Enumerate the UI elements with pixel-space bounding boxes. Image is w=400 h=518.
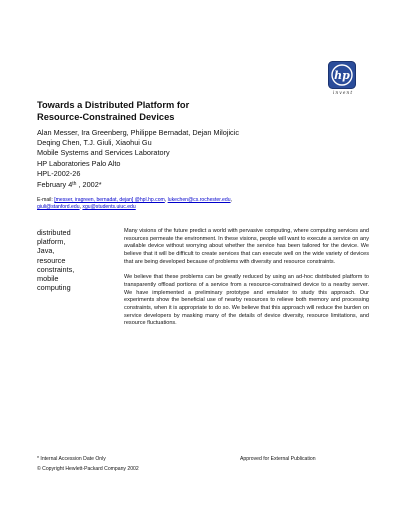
email-link-rochester[interactable]: lukechen@cs.rochester.edu: [167, 197, 231, 203]
date-prefix: February 4: [37, 180, 73, 190]
keyword: resource: [37, 255, 66, 265]
date-suffix: , 2002*: [76, 180, 102, 190]
page-title: [37, 99, 297, 123]
date-ordinal: th: [72, 181, 77, 188]
email-link-hpl[interactable]: [messer, iragreen, bernadat, dejan] @hpl.hp.com: [54, 197, 165, 203]
email-link-uiuc[interactable]: xgu@students.uiuc.edu: [82, 204, 136, 211]
abstract-paragraph-1: Many visions of the future predict a world with pervasive computing, where computing services and resources permeate the environment. In these visions, people will want to execute a service on any available device without worrying about whether the service has been tailored for the device. We believe that it will be difficult to create services that can execute well on the wide variety of devices that are being developed because of problems with diversity and resource constraints.: [124, 228, 369, 265]
keyword: mobile: [37, 274, 59, 284]
keyword: computing: [37, 283, 71, 293]
keyword: Java,: [37, 246, 55, 256]
abstract-paragraph-2: We believe that these problems can be greatly reduced by using an ad-hoc distributed platform to transparently offload portions of a service from a resource-constrained device to a nearby server. We have implemented a preliminary prototype and emulator to study this approach. Our experiments show the beneficial use of nearby resources to relieve both memory and processing constraints, when it is appropriate to do so. We believe that this approach will reduce the burden on service developers by masking many of the details of device diversity, resource limitations, and resource fluctuations.: [124, 274, 369, 327]
copyright-note: © Copyright Hewlett-Packard Company 2002: [37, 465, 139, 472]
title-line-2: Resource-Constrained Devices: [37, 112, 175, 122]
authors-line-1: Alan Messer, Ira Greenberg, Philippe Bernadat, Dejan Milojicic: [37, 128, 239, 137]
email-label: E-mail:: [37, 197, 55, 203]
approval-note: Approved for External Publication: [240, 456, 316, 462]
keyword: constraints,: [37, 264, 75, 274]
hp-logo-monogram: hp: [334, 69, 350, 82]
keyword: distributed: [37, 228, 71, 237]
footer: [37, 455, 367, 474]
keyword: platform,: [37, 237, 66, 247]
internal-accession-note: * Internal Accession Date Only: [37, 456, 106, 462]
abstract: [124, 228, 369, 336]
email-block: E-mail: [messer, iragreen, bernadat, dejan] @hpl.hp.com, lukechen@cs.rochester.edu, giuli@stanford.edu, xgu@students.uiuc.edu: [37, 197, 232, 211]
lab-name: Mobile Systems and Services Laboratory: [37, 148, 170, 158]
report-number: HPL-2002-26: [37, 168, 81, 178]
author-block: [37, 128, 337, 190]
report-date: [37, 179, 337, 190]
authors-line-2: Deqing Chen, T.J. Giuli, Xiaohui Gu: [37, 138, 152, 148]
lab-location: HP Laboratories Palo Alto: [37, 158, 121, 168]
hp-logo: [328, 61, 356, 89]
hp-logo-word: invent: [332, 91, 354, 96]
hp-logo-icon: [328, 61, 356, 89]
title-line-1: Towards a Distributed Platform for: [37, 100, 190, 110]
email-link-stanford[interactable]: giuli@stanford.edu: [37, 204, 80, 211]
keywords-list: [37, 228, 99, 292]
